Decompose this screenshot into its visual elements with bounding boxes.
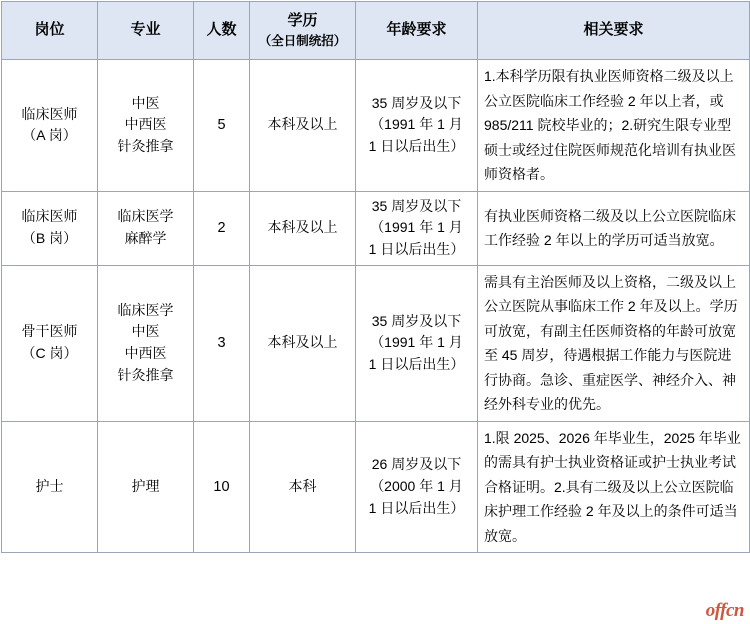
cell-count: 10 — [194, 421, 250, 553]
column-header-major — [98, 2, 194, 60]
cell-education: 本科及以上 — [250, 191, 356, 265]
job-requirements-document — [0, 1, 750, 624]
column-header-requirements — [478, 2, 750, 60]
age-line: （1991 年 1 月 — [370, 219, 463, 236]
column-header-education-label: 学历 — [287, 11, 318, 29]
cell-age — [356, 265, 478, 421]
table-row — [2, 191, 750, 265]
cell-requirements: 1.限 2025、2026 年毕业生，2025 年毕业的需具有护士执业资格证或护士执业考试合格证明。2.具有二级及以上公立医院临床护理工作经验 2 年及以上的条件可适当放宽。 — [478, 421, 750, 553]
cell-education: 本科及以上 — [250, 60, 356, 192]
column-header-education-sublabel: （全日制统招） — [258, 34, 347, 49]
cell-age — [356, 60, 478, 192]
cell-post — [2, 191, 98, 265]
major-line: 临床医学 — [117, 301, 174, 318]
cell-post: 护士 — [2, 421, 98, 553]
column-header-count — [194, 2, 250, 60]
major-line: 针灸推拿 — [117, 366, 174, 383]
table-body — [2, 60, 750, 553]
age-line: （1991 年 1 月 — [370, 334, 463, 351]
major-line: 中西医 — [124, 345, 167, 362]
post-line: （A 岗） — [22, 127, 77, 144]
age-line: 1 日以后出生） — [368, 355, 465, 372]
age-line: 35 周岁及以下 — [371, 312, 462, 329]
watermark-text: offcn — [705, 600, 744, 621]
table-row — [2, 265, 750, 421]
cell-major — [98, 60, 194, 192]
column-header-age-label: 年龄要求 — [386, 21, 447, 39]
major-line: 中西医 — [124, 116, 167, 133]
cell-major: 护理 — [98, 421, 194, 553]
header-row — [2, 2, 750, 60]
post-line: 临床医师 — [21, 208, 78, 225]
cell-requirements: 有执业医师资格二级及以上公立医院临床工作经验 2 年以上的学历可适当放宽。 — [478, 191, 750, 265]
post-line: 骨干医师 — [21, 323, 78, 340]
major-line: 临床医学 — [117, 208, 174, 225]
column-header-post — [2, 2, 98, 60]
age-line: 1 日以后出生） — [368, 240, 465, 257]
column-header-education — [250, 2, 356, 60]
column-header-age — [356, 2, 478, 60]
age-line: 35 周岁及以下 — [371, 197, 462, 214]
table-header — [2, 2, 750, 60]
major-line: 针灸推拿 — [117, 138, 174, 155]
cell-age — [356, 421, 478, 553]
column-header-post-label: 岗位 — [34, 21, 65, 39]
age-line: 1 日以后出生） — [368, 138, 465, 155]
post-line: （C 岗） — [21, 345, 78, 362]
age-line: 1 日以后出生） — [368, 499, 465, 516]
age-line: （2000 年 1 月 — [370, 477, 463, 494]
cell-count: 2 — [194, 191, 250, 265]
table-row — [2, 60, 750, 192]
major-line: 中医 — [131, 323, 160, 340]
cell-education: 本科及以上 — [250, 265, 356, 421]
cell-major — [98, 265, 194, 421]
cell-post — [2, 265, 98, 421]
post-line: （B 岗） — [21, 230, 78, 247]
cell-count: 5 — [194, 60, 250, 192]
cell-major — [98, 191, 194, 265]
major-line: 麻醉学 — [124, 230, 167, 247]
column-header-count-label: 人数 — [206, 21, 237, 39]
age-line: 26 周岁及以下 — [371, 456, 462, 473]
cell-education: 本科 — [250, 421, 356, 553]
cell-requirements: 1.本科学历限有执业医师资格二级及以上公立医院临床工作经验 2 年以上者，或 985/211 院校毕业的；2.研究生限专业型硕士或经过住院医师规范化培训有执业医师资格者。 — [478, 60, 750, 192]
post-line: 临床医师 — [21, 105, 78, 122]
age-line: （1991 年 1 月 — [370, 116, 463, 133]
major-line: 中医 — [131, 94, 160, 111]
job-requirements-table — [1, 1, 750, 553]
watermark-logo — [706, 600, 744, 622]
cell-count: 3 — [194, 265, 250, 421]
table-row — [2, 421, 750, 553]
cell-age — [356, 191, 478, 265]
column-header-requirements-label: 相关要求 — [583, 21, 644, 39]
age-line: 35 周岁及以下 — [371, 94, 462, 111]
cell-requirements: 需具有主治医师及以上资格，二级及以上公立医院从事临床工作 2 年及以上。学历可放宽，有副主任医师资格的年龄可放宽至 45 周岁，待遇根据工作能力与医院进行协商。急诊、重症医学、神经介入、神经外科专业的优先。 — [478, 265, 750, 421]
cell-post — [2, 60, 98, 192]
column-header-major-label: 专业 — [130, 21, 161, 39]
